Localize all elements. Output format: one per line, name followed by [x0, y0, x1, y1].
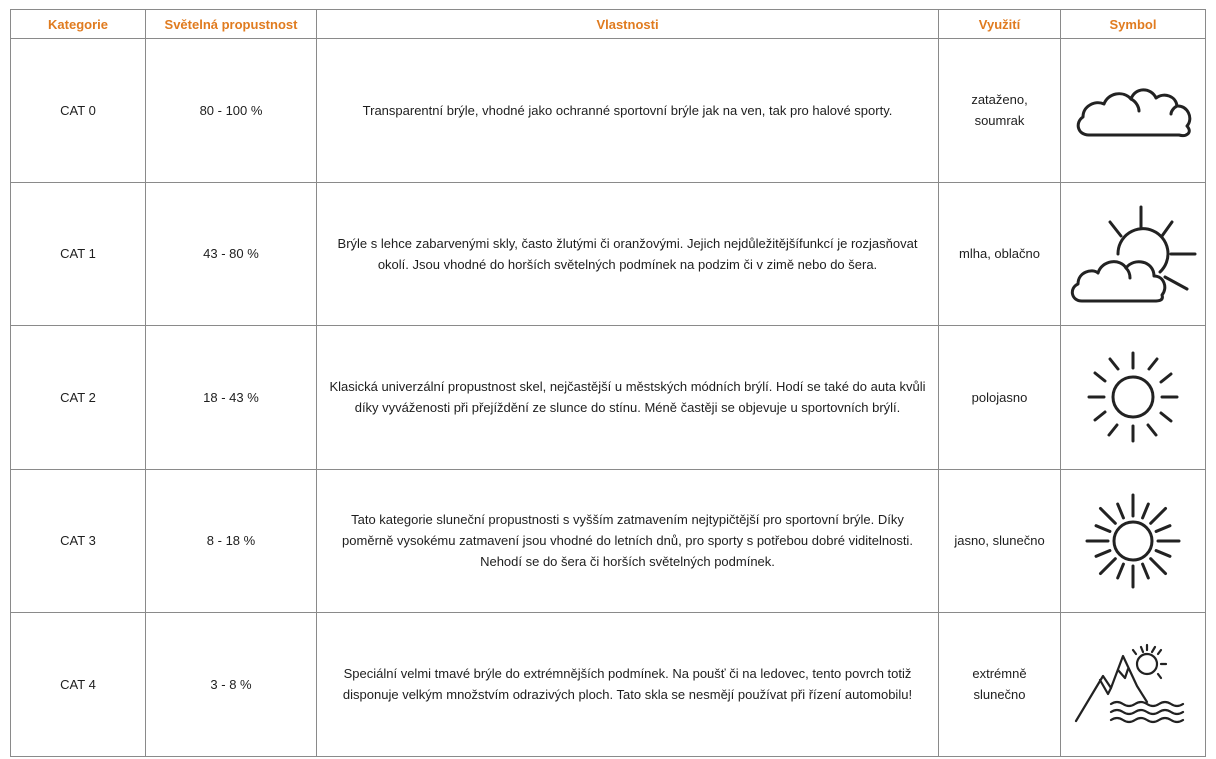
sun-ray — [1100, 558, 1115, 573]
sun-behind-cloud-icon — [1068, 202, 1198, 306]
properties-cell: Klasická univerzální propustnost skel, nejčastější u městských módních brýlí. Hodí se také do auta kvůli díky vyváženosti při přejíždění ze slunce do stínu. Méně častěji se objevuje u sportovních brýlí. — [317, 326, 939, 470]
table-row — [11, 326, 1206, 470]
sun-ray — [1156, 525, 1170, 531]
sun-ray — [1143, 504, 1149, 518]
sun-ray — [1151, 558, 1166, 573]
usage-cell: zataženo, soumrak — [939, 39, 1061, 183]
mountain-sun-water-icon — [1073, 642, 1193, 726]
transmission-cell: 43 - 80 % — [146, 182, 317, 326]
sun-ray — [1151, 508, 1166, 523]
transmission-cell: 3 - 8 % — [146, 613, 317, 757]
sun-ray — [1096, 550, 1110, 556]
sun-ray — [1096, 525, 1110, 531]
properties-cell: Transparentní brýle, vhodné jako ochranné sportovní brýle jak na ven, tak pro halové sporty. — [317, 39, 939, 183]
sun-ray — [1118, 504, 1124, 518]
category-cell: CAT 0 — [11, 39, 146, 183]
usage-cell: extrémně slunečno — [939, 613, 1061, 757]
properties-cell: Speciální velmi tmavé brýle do extrémnějších podmínek. Na poušť či na ledovec, tento povrch totiž disponuje velkým množstvím odrazivých ploch. Tato skla se nesmějí používat při řízení automobilu! — [317, 613, 939, 757]
transmission-cell: 8 - 18 % — [146, 469, 317, 613]
properties-cell: Brýle s lehce zabarvenými skly, často žlutými či oranžovými. Jejich nejdůležitějšífunkcí je rozjasňovat okolí. Jsou vhodné do horších světelných podmínek na podzim či v zimě nebo do šera. — [317, 182, 939, 326]
usage-cell: jasno, slunečno — [939, 469, 1061, 613]
transmission-cell: 18 - 43 % — [146, 326, 317, 470]
sun-ray — [1156, 550, 1170, 556]
table-header-row — [11, 10, 1206, 39]
sun-ray — [1118, 564, 1124, 578]
table-row — [11, 613, 1206, 757]
table-row — [11, 39, 1206, 183]
table-row — [11, 469, 1206, 613]
transmission-cell: 80 - 100 % — [146, 39, 317, 183]
header-properties: Vlastnosti — [317, 10, 939, 39]
bright-sun-icon — [1083, 491, 1183, 591]
header-transmission: Světelná propustnost — [146, 10, 317, 39]
category-cell: CAT 4 — [11, 613, 146, 757]
cloud-icon — [1071, 78, 1195, 142]
lens-category-table — [10, 9, 1206, 757]
category-cell: CAT 3 — [11, 469, 146, 613]
header-category: Kategorie — [11, 10, 146, 39]
usage-cell: polojasno — [939, 326, 1061, 470]
sun-icon — [1085, 349, 1181, 445]
header-symbol: Symbol — [1061, 10, 1206, 39]
category-cell: CAT 1 — [11, 182, 146, 326]
usage-cell: mlha, oblačno — [939, 182, 1061, 326]
properties-cell: Tato kategorie sluneční propustnosti s vyšším zatmavením nejtypičtější pro sportovní brýle. Díky poměrně vysokému zatmavení jsou vhodné do letních dnů, pro sporty s potřebou dobré viditelnosti. Nehodí se do šera či horších světelných podmínek. — [317, 469, 939, 613]
sun-ray — [1100, 508, 1115, 523]
sun-ray — [1143, 564, 1149, 578]
header-usage: Využití — [939, 10, 1061, 39]
table-row — [11, 182, 1206, 326]
category-cell: CAT 2 — [11, 326, 146, 470]
